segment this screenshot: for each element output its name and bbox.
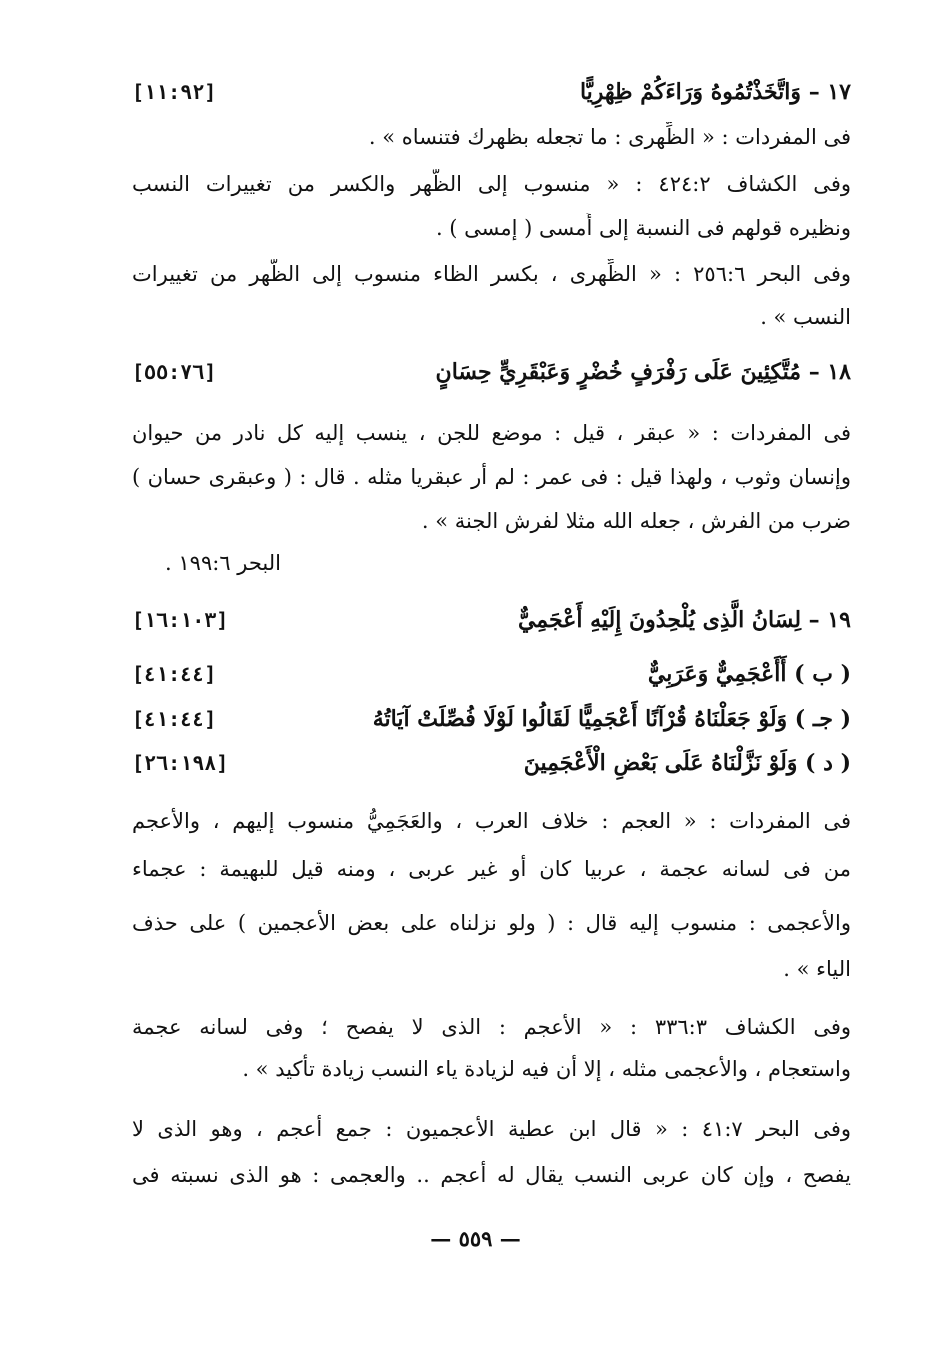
- verse-reference: [٢٦:١٩٨]: [132, 751, 229, 775]
- source-citation: البحر ١٩٩:٦ .: [165, 551, 281, 575]
- verse-19-b: [132, 658, 851, 690]
- verse-reference: [٤١:٤٤]: [132, 662, 217, 686]
- paragraph-line: يفصح ، وإن كان عربى النسب يقال له أعجم .. والعجمى : هو الذى نسبته فى: [132, 1163, 851, 1187]
- paragraph-line: النسب » .: [760, 305, 851, 329]
- verse-19-d: [132, 747, 851, 779]
- verse-reference: [٥٥:٧٦]: [132, 360, 217, 384]
- paragraph-line: الياء » .: [783, 957, 851, 981]
- paragraph-line: وفى الكشاف ٣٣٦:٣ : « الأعجم : الذى لا يفصح ؛ وفى لسانه عجمة: [132, 1015, 851, 1039]
- paragraph-line: وفى البحر ٤١:٧ : « قال ابن عطية الأعجميون : جمع أعجم ، وهو الذى لا: [132, 1117, 851, 1141]
- verse-text: ١٧ – وَاتَّخَذْتُمُوهُ وَرَاءَكُمْ ظِهْرِيًّا: [579, 79, 851, 105]
- paragraph-line: ونظيره قولهم فى النسبة إلى أُمسى ( إمسى ) .: [435, 216, 851, 240]
- paragraph-line: والأعجمى : منسوب إليه قال : ( ولو نزلناه على بعض الأعجمين ) على حذف: [132, 911, 851, 935]
- paragraph-line: من فى لسانه عجمة ، عربيا كان أو غير عربى ، ومنه قيل للبهيمة : عجماء: [132, 857, 851, 881]
- verse-19-c: [132, 703, 851, 735]
- verse-text: ١٨ – مُتَّكِئِينَ عَلَى رَفْرَفٍ خُضْرٍ وَعَبْقَرِيٍّ حِسَانٍ: [435, 359, 851, 385]
- paragraph-line: ضرب من الفرش ، جعله الله مثلا لفرش الجنة » .: [421, 509, 851, 533]
- verse-reference: [١٦:١٠٣]: [132, 608, 229, 632]
- paragraph-line: وإنسان وثوب ، ولهذا قيل : فى عمر : لم أر عبقريا مثله . قال : ( وعبقرى حسان ): [132, 465, 851, 489]
- verse-reference: [١١:٩٢]: [132, 80, 217, 104]
- verse-19: [132, 604, 851, 636]
- paragraph-line: وفى الكشاف ٤٢٤:٢ : « منسوب إلى الظَّهر والكسر من تغييرات النسب: [132, 172, 851, 196]
- verse-18: [132, 356, 851, 388]
- verse-17: [132, 76, 851, 108]
- verse-text: ( ب ) أَأَعْجَمِيٌّ وَعَرَبِيٌّ: [647, 661, 851, 687]
- paragraph-line: فى المفردات : « العجم : خلاف العرب ، والعَجَمِيُّ منسوب إليهم ، والأعجم: [132, 809, 851, 833]
- verse-reference: [٤١:٤٤]: [132, 707, 217, 731]
- paragraph-line: فى المفردات : « الظِّهرى : ما تجعله بظهرك فتنساه » .: [368, 125, 851, 149]
- verse-text: ( جـ ) وَلَوْ جَعَلْنَاهُ قُرْآنًا أَعْجَمِيًّا لَقَالُوا لَوْلَا فُصِّلَتْ آيَاتُهُ: [372, 706, 851, 732]
- page-number: — ٥٥٩ —: [430, 1226, 521, 1251]
- paragraph-line: فى المفردات : « عبقر ، قيل : موضع للجن ، ينسب إليه كل نادر من حيوان: [132, 421, 851, 445]
- verse-text: ( د ) وَلَوْ نَزَّلْنَاهُ عَلَى بَعْضِ الْأَعْجَمِينَ: [523, 750, 851, 776]
- paragraph-line: وفى البحر ٢٥٦:٦ : « الظِّهرى ، بكسر الظاء منسوب إلى الظَّهر من تغييرات: [132, 262, 851, 286]
- paragraph-line: واستعجام ، والأعجمى مثله ، إلا أن فيه لزيادة ياء النسب زيادة تأكيد » .: [242, 1057, 851, 1081]
- verse-text: ١٩ – لِسَانُ الَّذِى يُلْحِدُونَ إِلَيْهِ أَعْجَمِيٌّ: [517, 607, 851, 633]
